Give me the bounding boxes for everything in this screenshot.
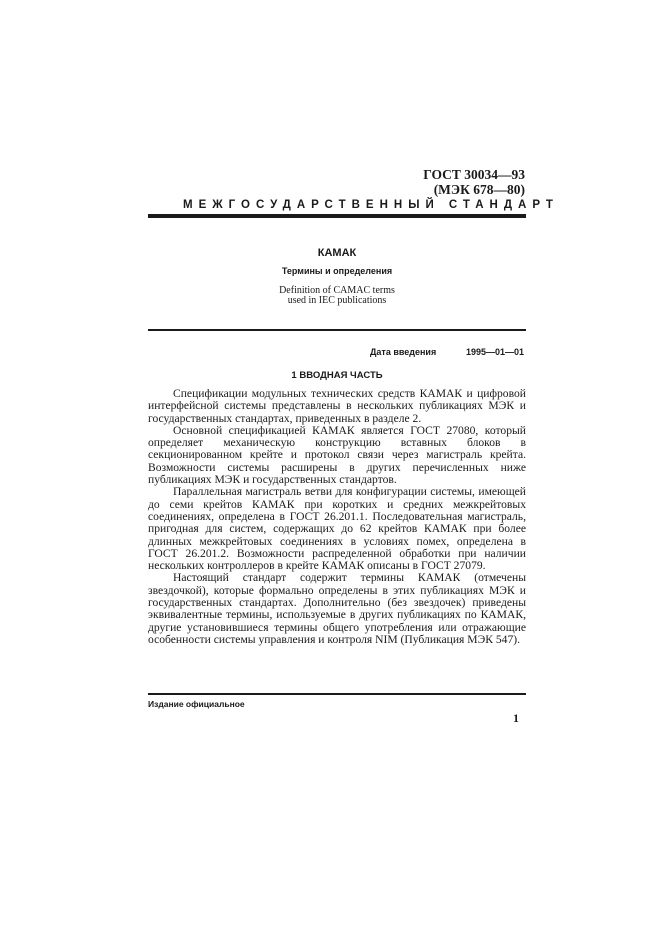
english-title-line-1: Definition of CAMAC terms	[279, 285, 395, 296]
english-title-line-2: used in IEC publications	[287, 295, 387, 306]
paragraph: Настоящий стандарт содержит термины КАМАК (отмечены звездочкой), которые формально определены в этих публикациях МЭК и государственных стандартах. Дополнительно (без звездочек) приведены эквивалентные термины, используемые в других публикациях по КАМАК, другие установившиеся термины общего употребления или отражающие особенности системы управления и контроля NIM (Публикация МЭК 547).	[148, 571, 526, 646]
gost-designation	[423, 167, 525, 197]
title-divider	[148, 329, 526, 331]
paragraph: Основной спецификацией КАМАК является ГОСТ 27080, который определяет механическую конструкцию вставных блоков в секционированном крейте и протокол связи через магистраль крейта. Возможности системы расширены в других перечисленных ниже публикациях МЭК и государственных стандартов.	[148, 423, 526, 487]
paragraph: Параллельная магистраль ветви для конфигурации системы, имеющей до семи крейтов КАМАК при коротких и средних межкрейтовых соединениях, определена в ГОСТ 26.201.1. Последовательная магистраль, пригодная для систем, содержащих до 62 крейтов КАМАК при более длинных межкрейтовых соединениях в условиях помех, определена в ГОСТ 26.201.2. Возможности распределенной обработки при наличии нескольких контроллеров в крейте КАМАК описаны в ГОСТ 27079.	[148, 485, 526, 573]
edition-note: Издание официальное	[148, 699, 245, 709]
intro-date-label: Дата введения	[370, 347, 437, 357]
header-divider	[148, 214, 526, 218]
section-body	[148, 388, 526, 646]
paragraph: Спецификации модульных технических средств КАМАК и цифровой интерфейсной системы представлены в нескольких публикациях МЭК и государственных стандартах, приведенных в разделе 2.	[148, 387, 526, 425]
english-title	[148, 286, 526, 306]
document-subtitle: Термины и определения	[281, 266, 393, 276]
interstate-standard-heading: МЕЖГОСУДАРСТВЕННЫЙ СТАНДАРТ	[183, 199, 559, 211]
page-number: 1	[513, 711, 519, 725]
gost-number: ГОСТ 30034—93	[423, 167, 525, 182]
section-heading: 1 ВВОДНАЯ ЧАСТЬ	[291, 370, 383, 381]
iec-number: (МЭК 678—80)	[433, 182, 525, 197]
footer-divider	[148, 693, 526, 695]
intro-date-value: 1995—01—01	[466, 347, 525, 357]
document-title: КАМАК	[317, 247, 357, 259]
